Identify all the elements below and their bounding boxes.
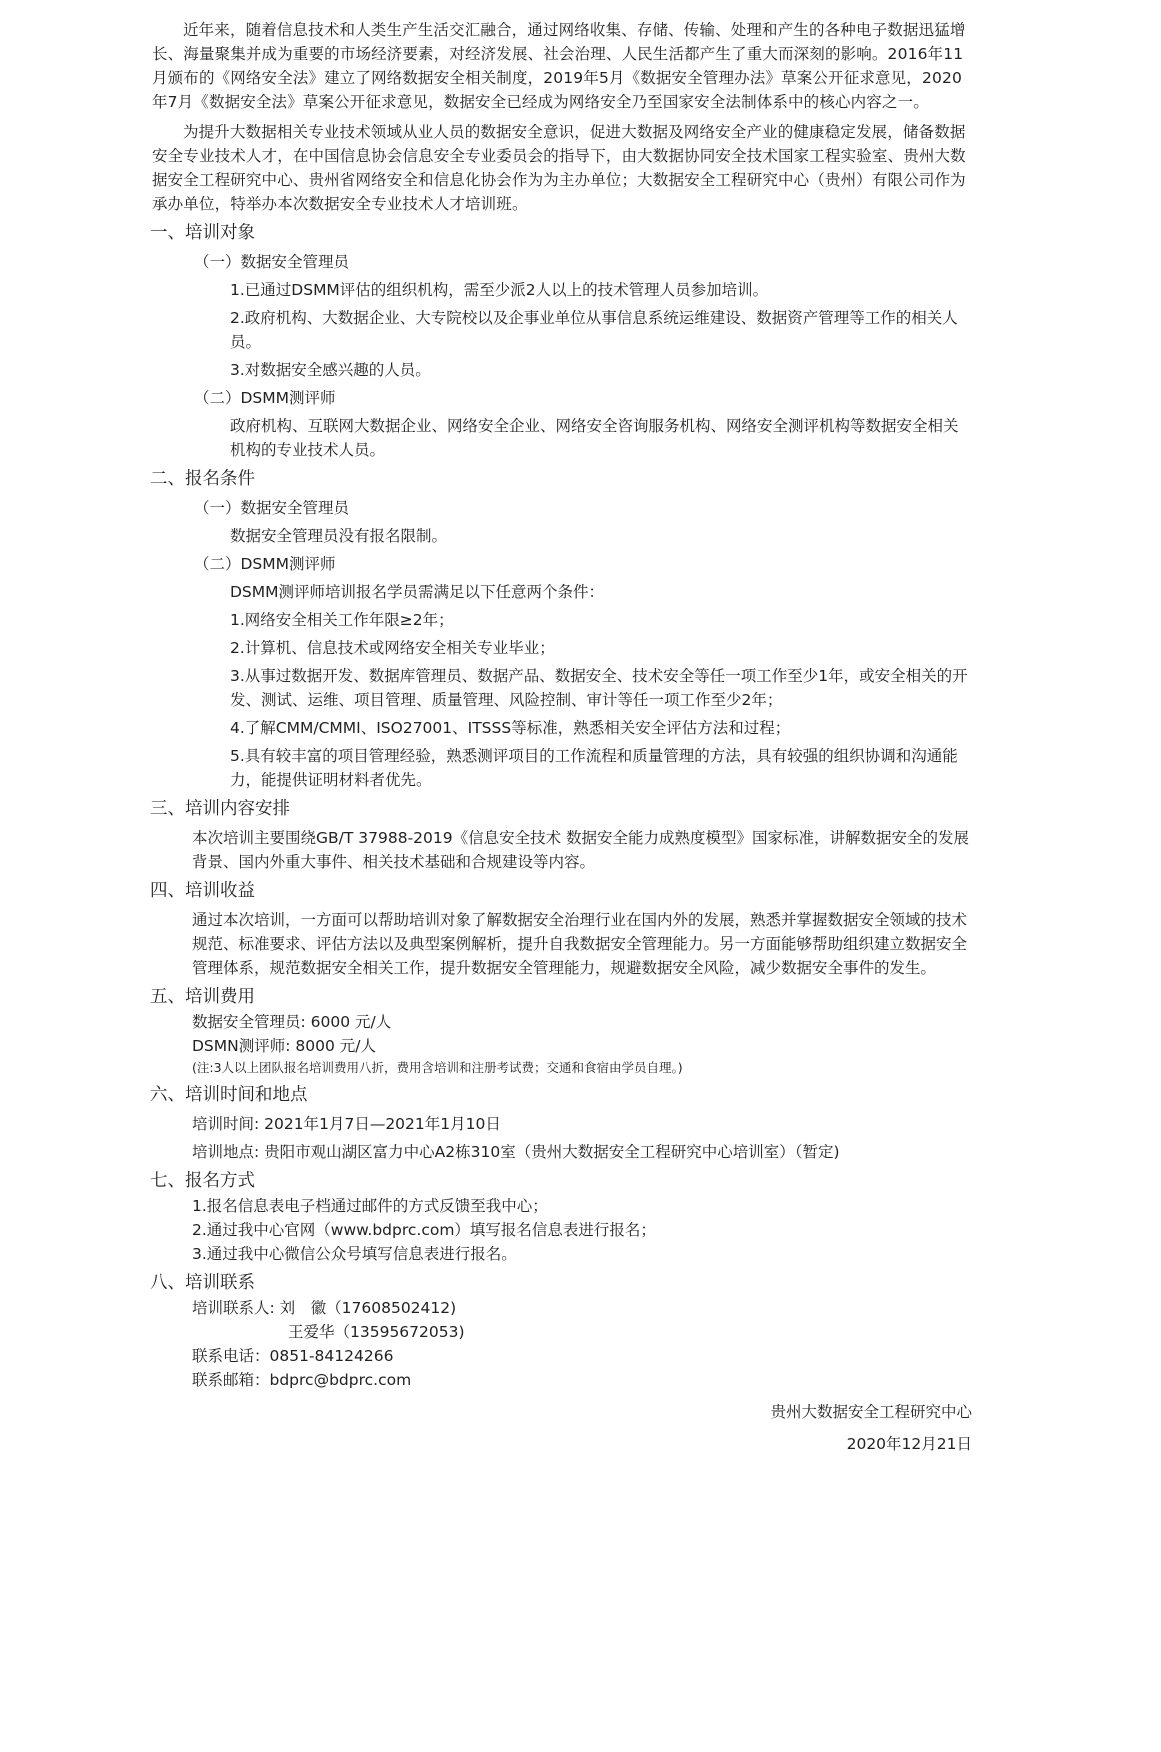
section-title-training-targets: 一、培训对象: [150, 223, 255, 243]
subsection-title-admin: （一）数据安全管理员: [194, 253, 350, 271]
section-title-time-place: 六、培训时间和地点: [150, 1085, 308, 1105]
list-item: 3.通过我中心微信公众号填写信息表进行报名。: [192, 1245, 517, 1263]
list-item: 1.报名信息表电子档通过邮件的方式反馈至我中心；: [192, 1197, 548, 1215]
subsection-title-assessor: （二）DSMM测评师: [194, 389, 336, 407]
intro-paragraph-2: 为提升大数据相关专业技术领域从业人员的数据安全意识，促进大数据及网络安全产业的健康稳定发展，储备数据安全专业技术人才，在中国信息协会信息安全专业委员会的指导下，由大数据协同安全技术国家工程实验室、贵州大数据安全工程研究中心、贵州省网络安全和信息化协会作为为主办单位；大数据安全工程研究中心（贵州）有限公司作为承办单位，特举办本次数据安全专业技术人才培训班。: [152, 123, 966, 213]
training-place: 培训地点: 贵阳市观山湖区富力中心A2栋310室（贵州大数据安全工程研究中心培训室）（暂定): [192, 1143, 840, 1161]
list-item: 4.了解CMM/CMMI、ISO27001、ITSSS等标准，熟悉相关安全评估方法和过程；: [230, 719, 791, 737]
contact-email: 联系邮箱：bdprc@bdprc.com: [192, 1371, 412, 1389]
fee-note: (注:3人以上团队报名培训费用八折，费用含培训和注册考试费；交通和食宿由学员自理。): [192, 1060, 683, 1075]
section-title-benefits: 四、培训收益: [150, 881, 255, 901]
list-item: 3.从事过数据开发、数据库管理员、数据产品、数据安全、技术安全等任一项工作至少1年，或安全相关的开发、测试、运维、项目管理、质量管理、风险控制、审计等任一项工作至少2年；: [230, 667, 968, 709]
content-text: 本次培训主要围绕GB/T 37988-2019《信息安全技术 数据安全能力成熟度模型》国家标准，讲解数据安全的发展背景、国内外重大事件、相关技术基础和合规建设等内容。: [192, 829, 970, 871]
document-body: [152, 18, 972, 1456]
contact-phone: 联系电话：0851-84124266: [192, 1347, 394, 1365]
assessor-condition-intro: DSMM测评师培训报名学员需满足以下任意两个条件：: [230, 583, 605, 601]
section-title-contact: 八、培训联系: [150, 1273, 255, 1293]
intro-paragraph-1: 近年来，随着信息技术和人类生产生活交汇融合，通过网络收集、存储、传输、处理和产生的各种电子数据迅猛增长、海量聚集并成为重要的市场经济要素，对经济发展、社会治理、人民生活都产生了重大而深刻的影响。2016年11月颁布的《网络安全法》建立了网络数据安全相关制度，2019年5月《数据安全管理办法》草案公开征求意见，2020年7月《数据安全法》草案公开征求意见，数据安全已经成为网络安全乃至国家安全法制体系中的核心内容之一。: [152, 21, 966, 111]
section-title-fees: 五、培训费用: [150, 987, 255, 1007]
fee-assessor: DSMN测评师: 8000 元/人: [192, 1037, 376, 1055]
list-item: 2.计算机、信息技术或网络安全相关专业毕业；: [230, 639, 555, 657]
benefits-text: 通过本次培训，一方面可以帮助培训对象了解数据安全治理行业在国内外的发展，熟悉并掌握数据安全领域的技术规范、标准要求、评估方法以及典型案例解析，提升自我数据安全管理能力。另一方面能够帮助组织建立数据安全管理体系，规范数据安全相关工作，提升数据安全管理能力，规避数据安全风险，减少数据安全事件的发生。: [192, 911, 968, 977]
subsection-title-admin: （一）数据安全管理员: [194, 499, 350, 517]
list-item: 2.政府机构、大数据企业、大专院校以及企事业单位从事信息系统运维建设、数据资产管理等工作的相关人员。: [230, 309, 958, 351]
fee-admin: 数据安全管理员: 6000 元/人: [192, 1013, 392, 1031]
assessor-target-text: 政府机构、互联网大数据企业、网络安全企业、网络安全咨询服务机构、网络安全测评机构等数据安全相关机构的专业技术人员。: [230, 417, 959, 459]
list-item: 5.具有较丰富的项目管理经验，熟悉测评项目的工作流程和质量管理的方法，具有较强的组织协调和沟通能力，能提供证明材料者优先。: [230, 747, 958, 789]
training-time: 培训时间: 2021年1月7日—2021年1月10日: [192, 1115, 501, 1133]
signature-date: 2020年12月21日: [846, 1435, 972, 1453]
list-item: 2.通过我中心官网（www.bdprc.com）填写报名信息表进行报名；: [192, 1221, 656, 1239]
signature-org: 贵州大数据安全工程研究中心: [770, 1403, 972, 1421]
subsection-title-assessor: （二）DSMM测评师: [194, 555, 336, 573]
section-title-content: 三、培训内容安排: [150, 799, 290, 819]
section-title-signup: 七、报名方式: [150, 1171, 255, 1191]
list-item: 1.网络安全相关工作年限≥2年；: [230, 611, 454, 629]
section-title-registration: 二、报名条件: [150, 469, 255, 489]
list-item: 3.对数据安全感兴趣的人员。: [230, 361, 431, 379]
contact-person-1: 培训联系人: 刘 徽（17608502412): [192, 1299, 457, 1317]
list-item: 1.已通过DSMM评估的组织机构，需至少派2人以上的技术管理人员参加培训。: [230, 281, 769, 299]
admin-condition-text: 数据安全管理员没有报名限制。: [230, 527, 448, 545]
contact-person-2: 王爱华（13595672053): [288, 1323, 465, 1341]
